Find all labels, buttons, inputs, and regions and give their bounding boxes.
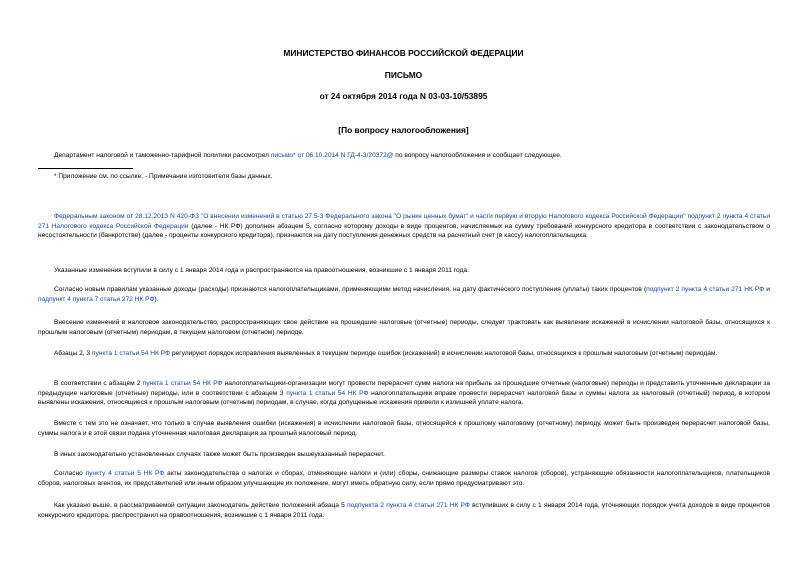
ministry-heading: МИНИСТЕРСТВО ФИНАНСОВ РОССИЙСКОЙ ФЕДЕРАЦИИ	[283, 48, 524, 58]
article-54-link-1[interactable]: пункта 1 статьи 54 НК РФ	[142, 380, 223, 387]
article-5-link[interactable]: пункту 4 статьи 5 НК РФ	[85, 470, 165, 477]
paragraph-10-text-end: вступивших в силу с 1 января 2014 года, уточняющих порядок учета доходов в виде процентов конкурсного кредитора, распространил на правоотношения, возникшие с 1 января 2011 года.	[38, 502, 770, 519]
paragraph-6-text: В соответствии с абзацем 2	[54, 380, 143, 387]
tax-code-article-271-link[interactable]: подпункт 2 пункта 4 статьи 271 Налогового кодекса Российской Федерации	[38, 213, 771, 230]
article-272-link[interactable]: подпункт 4 пункта 7 статьи 272 НК РФ	[38, 295, 155, 303]
source-letter-link[interactable]: письмо* от 06.10.2014 N ГД-4-3/20372@	[270, 152, 394, 159]
footnote: * Приложение см. по ссылке. - Примечание изготовителя базы данных.	[54, 173, 273, 180]
paragraph-6-text-end: налогоплательщики вправе провести перерасчет налоговой базы и суммы налога за налоговый (отчетный) период, в котором выявлены искажения, относящиеся к прошлым налоговым (отчетным) периодам, в случае, когда допущенные искажения привели к излишней уплате налога.	[38, 389, 770, 407]
paragraph-5-text: Абзацы 2, 3	[54, 350, 92, 357]
paragraph-4: Внесение изменений в налоговое законодательство, распространяющих свое действие на прошедшие налоговые (отчетные) периоды, следует трактовать как выявление искажений в исчислении налоговой базы, относящихся к прошлым налоговым (отчетным) периодам, в текущем налоговом (отчетном) периоде.	[38, 319, 770, 336]
paragraph-5	[38, 349, 770, 359]
intro-text-end: по вопросу налогообложения и сообщает следующее.	[393, 152, 562, 159]
paragraph-3-text: Согласно новым правилам указанные доходы (расходы) признаются налогоплательщиками, применяющими метод начисления, на дату фактического поступления (уплаты) таких процентов (	[54, 286, 647, 293]
intro-text: Департамент налоговой и таможенно-тарифной политики рассмотрел	[54, 152, 271, 159]
paragraph-6-text-mid: налогоплательщики-организации могут провести перерасчет сумм налога на прибыль за прошедшие отчетные (налоговые) периоды и представить уточненные декларации за предыдущие налоговые (отчетные) периоды, или в соответствии с абзацем 3	[38, 380, 770, 397]
paragraph-3-and: и	[764, 286, 770, 293]
paragraph-10	[38, 501, 770, 520]
article-54-link-2[interactable]: пункта 1 статьи 54 НК РФ	[286, 389, 369, 397]
paragraph-2: Указанные изменения вступили в силу с 1 января 2014 года и распространяются на правоотношения, возникшие с 1 января 2011 года.	[54, 267, 469, 274]
paragraph-7: Вместе с тем это не означает, что только в случае выявления ошибки (искажения) в исчислении налоговой базы, относящейся к прошлому налоговому (отчетному) периоду, может быть произведен перерасчет налоговой базы, суммы налога и в этой связи подана уточненная налоговая декларация за прошлый налоговый период.	[38, 420, 770, 437]
paragraph-10-text: Как указано выше, в рассматриваемой ситуации законодатель действие положений абзаца 5	[54, 502, 348, 509]
document-date-number: от 24 октября 2014 года N 03-03-10/53895	[319, 91, 488, 101]
paragraph-9-text: Согласно	[54, 470, 86, 477]
footnote-divider	[38, 168, 133, 169]
paragraph-3	[38, 285, 770, 304]
paragraph-3-end: ).	[154, 295, 159, 303]
paragraph-8: В иных законодательно установленных случаях также может быть произведен вышеуказанный перерасчет.	[54, 451, 385, 458]
paragraph-1-text: (далее - НК РФ) дополнен абзацем 5, согласно которому доходы в виде процентов, начисляемых на сумму требований конкурсного кредитора в соответствии с законодательством о несостоятельности (банкротстве) (далее - проценты конкурсного кредитора), признаются на дату поступления денежных средств на расчетный счет (в кассу) налогоплательщика.	[38, 222, 770, 240]
paragraph-9	[38, 469, 770, 488]
paragraph-6	[38, 379, 770, 408]
paragraph-5-text-end: регулируют порядок исправления выявленных в текущем периоде ошибок (искажений) в исчислении налоговой базы, относящихся к прошлым налоговым (отчетным) периодам.	[170, 350, 718, 357]
article-271-link[interactable]: подпункт 2 пункта 4 статьи 271 НК РФ	[646, 286, 765, 293]
paragraph-9-text-end: акты законодательства о налогах и сборах, отменяющие налоги и (или) сборы, снижающие размеры ставок налогов (сборов), устраняющие обязанности налогоплательщиков, плательщиков сборов, налоговых агентов, их представителей или иным образом улучшающие их положение, могут иметь обратную силу, если прямо предусматривают это.	[38, 470, 770, 487]
intro-paragraph	[38, 151, 770, 161]
federal-law-link[interactable]: Федеральным законом от 28.12.2013 N 420-ФЗ "О внесении изменений в статью 27.5-3 Федерального закона "О рынке ценных бумаг" и части первую и вторую Налогового кодекса Российской Федерации"	[54, 213, 686, 220]
paragraph-1	[38, 212, 770, 241]
article-271-link-2[interactable]: подпункта 2 пункта 4 статьи 271 НК РФ	[347, 502, 470, 509]
article-54-link[interactable]: пункта 1 статьи 54 НК РФ	[91, 350, 170, 357]
document-subject: [По вопросу налогообложения]	[338, 125, 469, 135]
document-type: ПИСЬМО	[384, 70, 423, 80]
